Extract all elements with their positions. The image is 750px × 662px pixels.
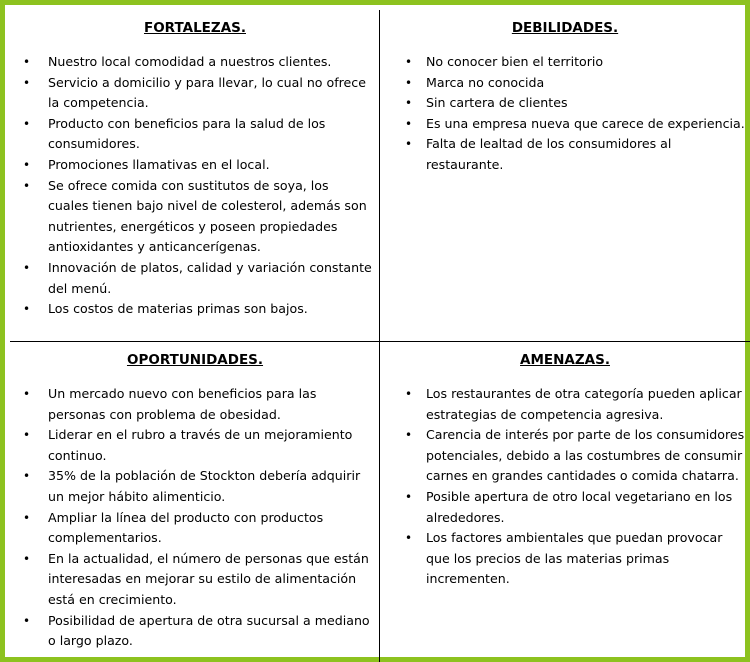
- list-item-text: Ampliar la línea del producto con productos complementarios.: [48, 509, 324, 546]
- oportunidades-list: [10, 384, 380, 652]
- horizontal-divider: [10, 341, 750, 342]
- bullet-icon: •: [23, 55, 31, 69]
- bullet-icon: •: [23, 387, 31, 401]
- list-item: [10, 258, 380, 299]
- list-item-text: Sin cartera de clientes: [426, 95, 568, 111]
- list-item: [10, 52, 380, 73]
- list-item: [380, 134, 750, 175]
- debilidades-heading: DEBILIDADES.: [511, 20, 619, 36]
- list-item: [10, 384, 380, 425]
- list-item: [380, 73, 750, 94]
- list-item-text: Falta de lealtad de los consumidores al restaurante.: [426, 136, 672, 172]
- list-item-text: Los costos de materias primas son bajos.: [48, 301, 308, 317]
- list-item-text: Un mercado nuevo con beneficios para las personas con problema de obesidad.: [48, 386, 317, 422]
- list-item-text: Liderar en el rubro a través de un mejoramiento continuo.: [48, 427, 353, 463]
- list-item: [10, 508, 380, 549]
- list-item-text: Los factores ambientales que puedan provocar que los precios de las materias primas incrementen.: [426, 530, 723, 587]
- bullet-icon: •: [405, 531, 413, 546]
- bullet-icon: •: [405, 116, 413, 131]
- list-item: [380, 487, 750, 528]
- bullet-icon: •: [405, 55, 413, 69]
- list-item-text: Posible apertura de otro local vegetariano en los alrededores.: [426, 488, 733, 525]
- bullet-icon: •: [23, 116, 31, 131]
- fortalezas-list: [10, 52, 380, 320]
- bullet-icon: •: [405, 137, 413, 152]
- bullet-icon: •: [23, 302, 31, 317]
- list-item: [380, 425, 750, 487]
- list-item-text: Carencia de interés por parte de los consumidores potenciales, debido a las costumbres de consumir carnes en grandes cantidades o comida chatarra.: [426, 427, 745, 484]
- list-item: [10, 114, 380, 155]
- list-item-text: Marca no conocida: [426, 74, 545, 90]
- fortalezas-cell: [10, 10, 380, 342]
- bullet-icon: •: [23, 178, 31, 193]
- bullet-icon: •: [23, 157, 31, 172]
- list-item-text: 35% de la población de Stockton debería adquirir un mejor hábito alimenticio.: [48, 468, 361, 504]
- bullet-icon: •: [23, 551, 31, 566]
- debilidades-list: [380, 52, 750, 176]
- list-item-text: Los restaurantes de otra categoría pueden aplicar estrategias de competencia agresiva.: [426, 386, 742, 422]
- list-item-text: Posibilidad de apertura de otra sucursal a mediano o largo plazo.: [48, 612, 370, 649]
- bullet-icon: •: [23, 260, 31, 275]
- list-item-text: Producto con beneficios para la salud de los consumidores.: [48, 115, 326, 152]
- bullet-icon: •: [405, 96, 413, 111]
- list-item: [380, 114, 750, 135]
- bullet-icon: •: [23, 469, 31, 484]
- list-item-text: Nuestro local comodidad a nuestros clientes.: [48, 54, 332, 69]
- vertical-divider: [379, 10, 380, 662]
- bullet-icon: •: [405, 428, 413, 443]
- list-item-text: No conocer bien el territorio: [426, 54, 604, 69]
- list-item-text: Servicio a domicilio y para llevar, lo cual no ofrece la competencia.: [48, 74, 366, 111]
- list-item-text: En la actualidad, el número de personas que están interesadas en mejorar su estilo de alimentación está en crecimiento.: [48, 550, 369, 607]
- bullet-icon: •: [23, 613, 31, 628]
- oportunidades-cell: [10, 342, 380, 662]
- list-item: [10, 425, 380, 466]
- bullet-icon: •: [405, 75, 413, 90]
- list-item: [10, 549, 380, 611]
- debilidades-cell: [380, 10, 750, 342]
- bullet-icon: •: [405, 489, 413, 504]
- list-item: [380, 384, 750, 425]
- bullet-icon: •: [405, 387, 413, 401]
- list-item: [380, 52, 750, 73]
- list-item-text: Innovación de platos, calidad y variación constante del menú.: [48, 259, 372, 296]
- fortalezas-heading: FORTALEZAS.: [143, 20, 246, 36]
- amenazas-list: [380, 384, 750, 590]
- bullet-icon: •: [23, 510, 31, 525]
- oportunidades-heading: OPORTUNIDADES.: [126, 352, 264, 368]
- list-item: [10, 466, 380, 507]
- list-item-text: Se ofrece comida con sustitutos de soya, los cuales tienen bajo nivel de colesterol, además son nutrientes, energéticos y poseen propiedades antioxidantes y anticancerígenas.: [48, 177, 367, 255]
- bullet-icon: •: [23, 428, 31, 443]
- list-item: [10, 73, 380, 114]
- list-item-text: Promociones llamativas en el local.: [48, 156, 270, 172]
- list-item: [10, 299, 380, 320]
- amenazas-heading: AMENAZAS.: [520, 352, 610, 368]
- bullet-icon: •: [23, 75, 31, 90]
- list-item: [10, 155, 380, 176]
- list-item: [10, 176, 380, 258]
- list-item: [380, 93, 750, 114]
- list-item: [10, 611, 380, 652]
- swot-grid: [10, 10, 750, 662]
- list-item-text: Es una empresa nueva que carece de experiencia.: [426, 115, 745, 131]
- amenazas-cell: [380, 342, 750, 662]
- list-item: [380, 528, 750, 590]
